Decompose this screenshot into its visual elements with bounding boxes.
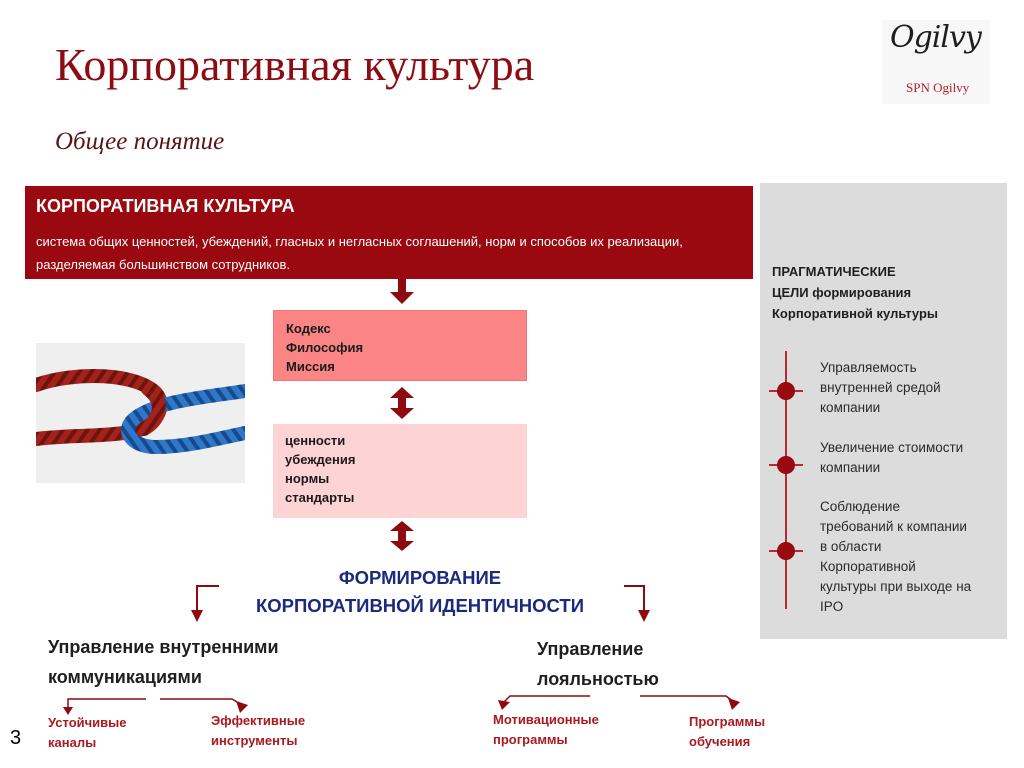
goals-heading-line: Корпоративной культуры [772,306,938,321]
group-title-line1: Управление [537,639,644,659]
goal-line: компании [820,460,881,475]
goal-bullet-dot [777,382,795,400]
sub-label-line2: каналы [48,735,97,750]
goal-line: Управляемость [820,360,917,375]
goal-line: внутренней средой [820,380,941,395]
loyalty-management-title [537,634,659,694]
goal-item [820,497,1000,617]
goal-line: компании [820,400,881,415]
sub-label-line2: инструменты [211,733,298,748]
definition-text: система общих ценностей, убеждений, гласных и негласных соглашений, норм и способов их реализации, разделяемая большинством сотрудников. [36,234,683,272]
box-line: ценности [285,433,346,448]
rope-image [36,343,245,483]
goal-line: в области [820,539,882,554]
formation-line1: ФОРМИРОВАНИЕ [338,567,502,588]
values-beliefs-box [273,424,527,518]
goal-bullet-dot [777,456,795,474]
box-line: Кодекс [286,321,331,336]
double-arrow-icon [388,387,416,419]
motivation-programs-label [493,710,599,750]
goals-heading-line: ПРАГМАТИЧЕСКИЕ [772,264,896,279]
formation-line2: КОРПОРАТИВНОЙ ИДЕНТИЧНОСТИ [255,595,585,616]
formation-title [190,564,650,620]
logo-script: Ogilvy [890,20,981,55]
box-line: убеждения [285,452,356,467]
box-line: нормы [285,471,330,486]
internal-communications-title [48,632,279,692]
slide-title: Корпоративная культура [55,39,535,90]
effective-tools-label [211,711,305,751]
sub-label-line1: Мотивационные [493,712,599,727]
sub-label-line2: обучения [689,734,751,749]
ogilvy-logo [882,20,990,104]
stable-channels-label [48,713,127,753]
group-title-line2: коммуникациями [48,667,202,687]
logo-caption: SPN Ogilvy [906,80,970,95]
goal-line: Корпоративной [820,559,916,574]
goal-item [820,438,1000,478]
box-line: Философия [286,340,364,355]
goal-line: культуры при выходе на [820,579,972,594]
sub-label-line1: Программы [689,714,766,729]
goals-heading-line: ЦЕЛИ формирования [772,285,912,300]
definition-box [25,186,753,279]
page-number: 3 [10,727,22,749]
bent-arrow-left-icon [185,584,221,624]
sub-label-line1: Устойчивые [48,715,127,730]
box-line: стандарты [285,490,355,505]
slide-subtitle: Общее понятие [55,128,225,155]
sub-label-line1: Эффективные [211,713,306,728]
down-arrow-icon [388,279,416,305]
goals-heading [772,261,992,324]
goal-line: IPO [820,599,844,614]
pragmatic-goals-panel [760,183,1007,639]
group-title-line1: Управление внутренними [48,637,279,657]
group-title-line2: лояльностью [537,669,659,689]
goal-bullet-dot [777,542,795,560]
training-programs-label [689,712,765,752]
definition-heading: КОРПОРАТИВНАЯ КУЛЬТУРА [36,196,295,216]
goal-line: Соблюдение [820,499,900,514]
bent-arrow-right-icon [622,584,658,624]
code-philosophy-mission-box [273,310,527,381]
goal-line: Увеличение стоимости [820,440,964,455]
box-line: Миссия [286,359,335,374]
goal-line: требований к компании [820,519,967,534]
double-arrow-icon [388,521,416,551]
rope-illustration [36,343,245,483]
goal-item [820,358,1000,418]
sub-label-line2: программы [493,732,568,747]
